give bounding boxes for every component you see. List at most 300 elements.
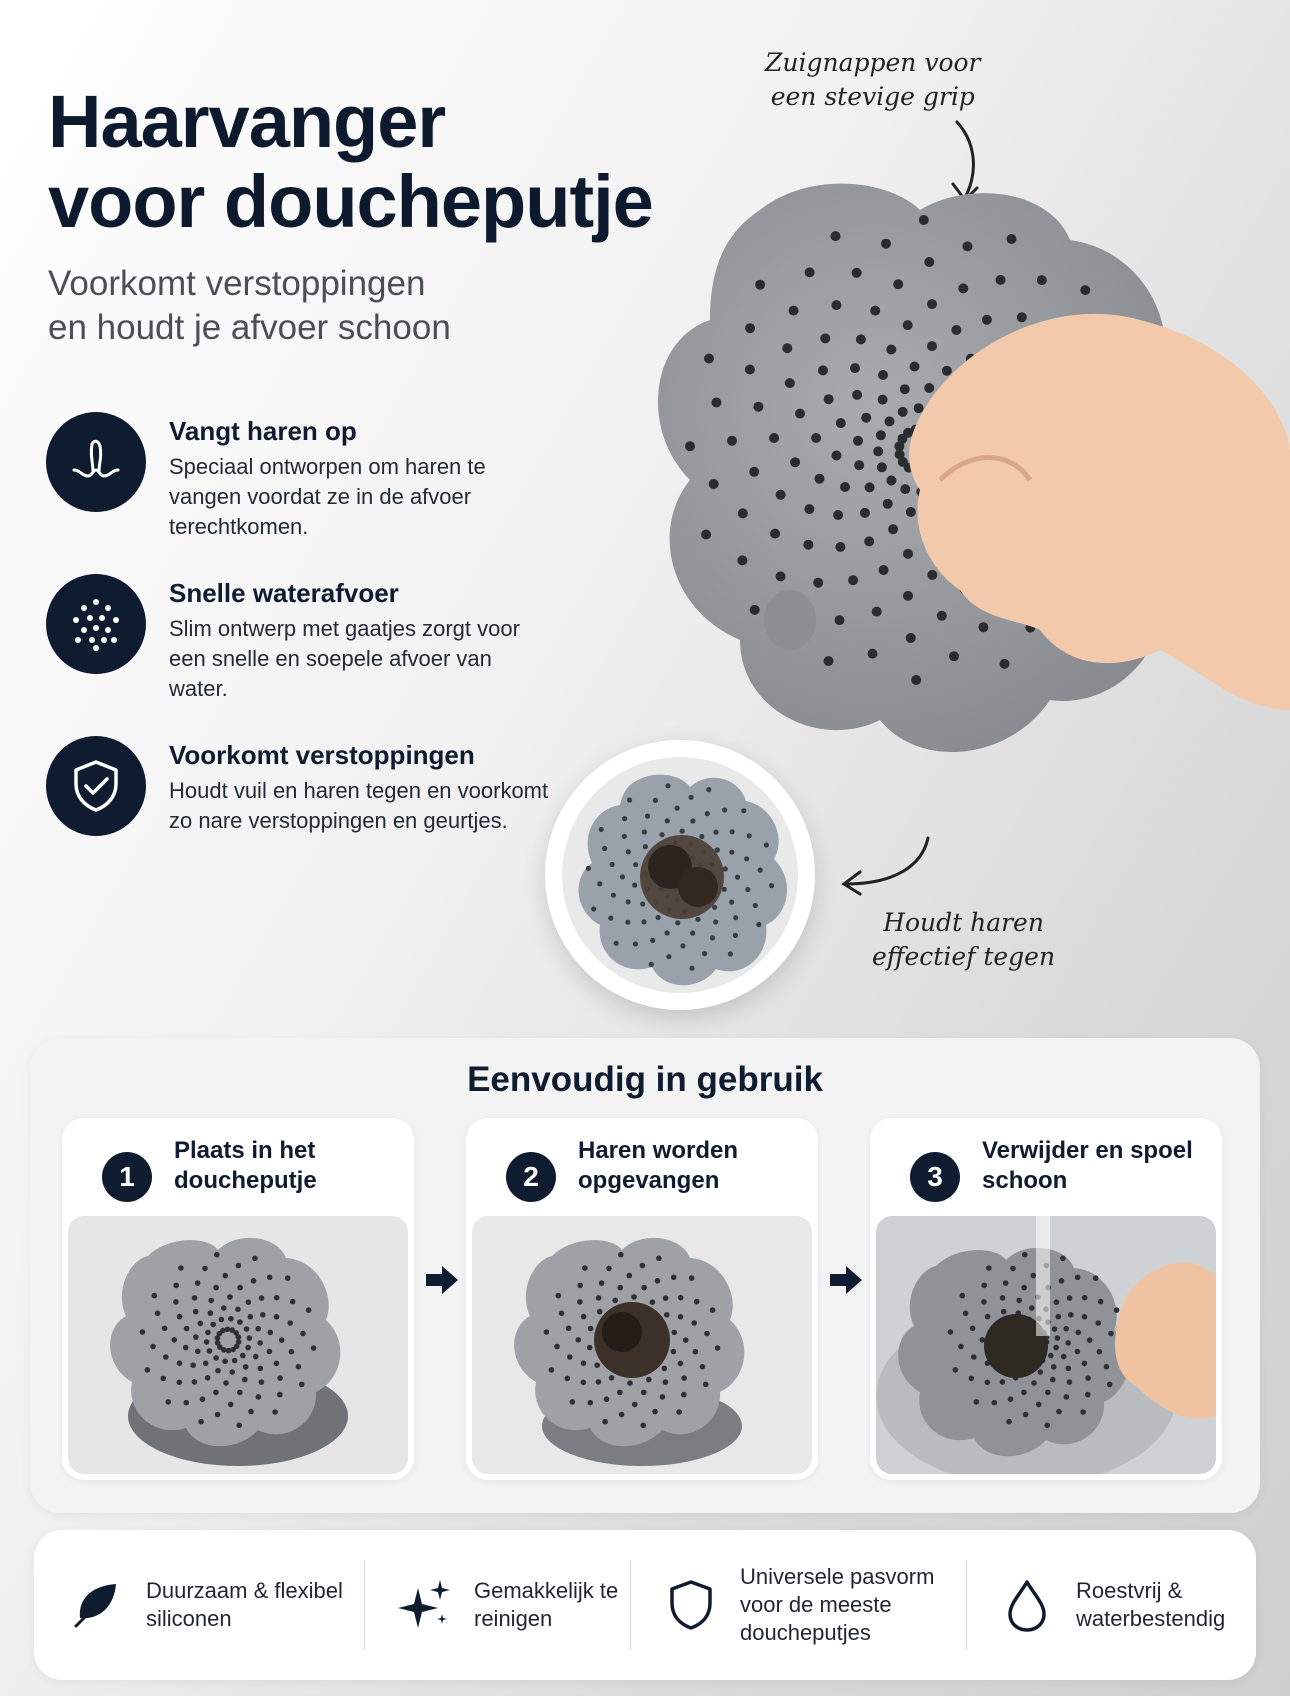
drain-hole <box>690 818 695 823</box>
drain-hole <box>650 1299 656 1305</box>
drain-hole <box>184 1326 190 1332</box>
benefit-text: Universele pasvorm voor de meeste doucheputjes <box>740 1564 935 1645</box>
drain-hole <box>671 1349 677 1355</box>
drain-hole <box>680 943 685 948</box>
holds-hair-note: Houdt haren effectief tegen <box>872 908 1056 971</box>
drain-hole <box>582 1265 588 1271</box>
drain-hole <box>646 1377 652 1383</box>
drain-hole <box>618 1252 624 1258</box>
drain-hole <box>666 954 671 959</box>
drain-hole <box>660 1394 666 1400</box>
drain-hole <box>978 622 988 632</box>
drain-holes-icon <box>46 574 146 674</box>
benefit-rustproof <box>1000 1530 1256 1680</box>
drain-hole <box>906 507 916 517</box>
drain-hole <box>924 383 934 393</box>
feature-text: Houdt vuil en haren tegen en voorkomt zo nare verstoppingen en geurtjes. <box>169 778 549 833</box>
drain-hole <box>236 1334 242 1340</box>
benefit-universal-fit <box>664 1530 960 1680</box>
drain-hole <box>1059 1278 1065 1284</box>
drain-hole <box>178 1265 184 1271</box>
drain-hole <box>701 530 711 540</box>
drain-hole <box>290 1299 296 1305</box>
drain-hole <box>854 460 864 470</box>
drain-hole <box>876 430 886 440</box>
drain-hole <box>856 334 866 344</box>
drain-hole <box>610 862 615 867</box>
drain-hole <box>840 482 850 492</box>
drain-hole <box>267 1349 273 1355</box>
drain-hole <box>619 1412 625 1418</box>
drain-hole <box>911 675 921 685</box>
drain-hole <box>602 1419 608 1425</box>
drain-hole <box>715 1345 721 1351</box>
drain-hole <box>259 1379 265 1385</box>
drain-hole <box>253 1354 259 1360</box>
drain-hole <box>225 1327 231 1333</box>
drain-hole <box>237 1390 243 1396</box>
benefit-durable <box>70 1530 356 1680</box>
drain-hole <box>953 1367 959 1373</box>
drain-hole <box>237 1285 243 1291</box>
drain-hole <box>223 1380 229 1386</box>
drain-hole <box>300 1331 306 1337</box>
drain-hole <box>210 1322 216 1328</box>
hair-follicle-icon <box>46 412 146 512</box>
drain-hole <box>758 868 763 873</box>
drain-hole <box>678 1295 684 1301</box>
drain-hole <box>242 1377 248 1383</box>
drain-hole <box>245 1345 251 1351</box>
drain-hole <box>672 1330 678 1336</box>
drain-hole <box>958 283 968 293</box>
drain-hole <box>704 1331 710 1337</box>
drain-hole <box>879 565 889 575</box>
drain-hole <box>683 1337 689 1343</box>
drain-hole <box>864 536 874 546</box>
drain-hole <box>172 1337 178 1343</box>
drain-hole <box>694 1299 700 1305</box>
drain-hole <box>948 1329 954 1335</box>
drain-hole <box>641 1285 647 1291</box>
drain-hole <box>689 1275 695 1281</box>
divider <box>966 1560 967 1650</box>
drain-hole <box>710 935 715 940</box>
drain-hole <box>177 1314 183 1320</box>
drain-hole <box>1075 1275 1081 1281</box>
drain-hole <box>198 1419 204 1425</box>
page-subtitle: Voorkomt verstoppingen en houdt je afvoer schoon <box>48 264 451 347</box>
drain-hole <box>226 1348 232 1354</box>
drain-hole <box>626 849 631 854</box>
drain-hole <box>695 917 700 922</box>
drain-hole <box>1082 1361 1088 1367</box>
drain-hole <box>924 257 934 267</box>
drain-hole <box>1095 1320 1101 1326</box>
drain-hole <box>632 1402 638 1408</box>
drain-hole <box>155 1311 161 1317</box>
drain-hole <box>1080 285 1090 295</box>
drain-hole <box>852 390 862 400</box>
drain-hole <box>248 1409 254 1415</box>
drain-hole <box>733 933 738 938</box>
drain-hole <box>824 394 834 404</box>
benefit-easy-clean <box>398 1530 634 1680</box>
drain-hole <box>885 416 895 426</box>
drain-hole <box>268 1330 274 1336</box>
drain-hole <box>942 366 952 376</box>
drain-hole <box>192 1295 198 1301</box>
drain-hole <box>256 1394 262 1400</box>
benefit-text: Duurzaam & flexibel siliconen <box>146 1578 343 1631</box>
drain-hole <box>643 844 648 849</box>
drain-hole <box>898 407 908 417</box>
drain-hole <box>1029 1305 1035 1311</box>
drain-hole <box>1021 1390 1027 1396</box>
drain-hole <box>1006 1419 1012 1425</box>
drain-hole <box>853 436 863 446</box>
drain-hole <box>1000 659 1010 669</box>
drain-hole <box>776 490 786 500</box>
drain-hole <box>1008 1396 1014 1402</box>
drain-hole <box>756 922 761 927</box>
drain-hole <box>236 1263 242 1269</box>
water-drop-icon <box>1000 1578 1054 1632</box>
drain-hole <box>237 1319 243 1325</box>
drain-hole <box>205 1375 211 1381</box>
drain-hole <box>678 1314 684 1320</box>
drain-hole <box>258 1366 264 1372</box>
drain-hole <box>251 1278 257 1284</box>
drain-hole <box>626 899 631 904</box>
step-3-image <box>876 1216 1216 1474</box>
shield-check-icon <box>46 736 146 836</box>
page-title: Haarvanger voor doucheputje <box>48 80 653 243</box>
drain-hole <box>970 1326 976 1332</box>
drain-hole <box>1056 1409 1062 1415</box>
drain-hole <box>227 1294 233 1300</box>
feature-title: Vangt haren op <box>169 416 357 446</box>
drain-hole <box>633 862 638 867</box>
drain-hole <box>311 1345 317 1351</box>
drain-hole <box>1038 1369 1044 1375</box>
drain-hole <box>992 1400 998 1406</box>
drain-hole <box>873 446 883 456</box>
drain-hole <box>906 633 916 643</box>
drain-hole <box>996 275 1006 285</box>
drain-hole <box>960 1293 966 1299</box>
drain-hole <box>611 893 616 898</box>
drain-hole <box>604 1396 610 1402</box>
drain-hole <box>764 842 769 847</box>
drain-hole <box>1082 1314 1088 1320</box>
drain-hole <box>259 1295 265 1301</box>
drain-hole <box>152 1293 158 1299</box>
drain-hole <box>162 1326 168 1332</box>
feature-title: Snelle waterafvoer <box>169 578 399 608</box>
drain-hole <box>285 1275 291 1281</box>
drain-hole <box>559 1311 565 1317</box>
drain-hole <box>594 1362 600 1368</box>
drain-hole <box>769 883 774 888</box>
drain-hole <box>678 1361 684 1367</box>
drain-hole <box>1031 1273 1037 1279</box>
drain-hole <box>192 1379 198 1385</box>
drain-hole <box>709 479 719 489</box>
drain-hole <box>606 1266 612 1272</box>
drain-hole <box>704 354 714 364</box>
feature-catches-hair <box>46 412 546 552</box>
drain-hole <box>659 832 664 837</box>
drain-hole <box>893 279 903 289</box>
drain-hole <box>177 1360 183 1366</box>
drain-hole <box>163 1354 169 1360</box>
drain-hole <box>581 1360 587 1366</box>
divider <box>364 1560 365 1650</box>
drain-hole <box>656 915 661 920</box>
drain-hole <box>1075 1349 1081 1355</box>
drain-hole <box>1085 1392 1091 1398</box>
drain-hole <box>1063 1326 1069 1332</box>
drain-hole <box>888 524 898 534</box>
drain-hole <box>213 1390 219 1396</box>
drain-hole <box>753 402 763 412</box>
drain-hole <box>886 345 896 355</box>
step-label: Haren worden opgevangen <box>578 1137 739 1194</box>
drain-hole <box>700 1364 706 1370</box>
drain-hole <box>577 1283 583 1289</box>
drain-hole <box>627 1380 633 1386</box>
drain-hole <box>544 1329 550 1335</box>
drain-hole <box>1067 1379 1073 1385</box>
drain-hole <box>981 1299 987 1305</box>
drain-hole <box>274 1314 280 1320</box>
drain-hole <box>750 605 760 615</box>
step-arrow-1 <box>422 1260 462 1300</box>
divider <box>630 1560 631 1650</box>
drain-hole <box>277 1392 283 1398</box>
drain-hole <box>986 1265 992 1271</box>
feature-title: Voorkomt verstoppingen <box>169 740 475 770</box>
drain-hole <box>622 834 627 839</box>
drain-hole <box>235 1307 241 1313</box>
drain-hole <box>958 1344 964 1350</box>
drain-hole <box>246 1299 252 1305</box>
drain-hole <box>914 403 924 413</box>
drain-hole <box>240 1353 246 1359</box>
drain-hole <box>776 571 786 581</box>
step-number: 3 <box>910 1152 960 1202</box>
drain-hole <box>985 1380 991 1386</box>
drain-hole <box>228 1402 234 1408</box>
drain-hole <box>599 1280 605 1286</box>
drain-hole <box>831 300 841 310</box>
drain-hole <box>202 1266 208 1272</box>
drain-hole <box>1093 1275 1099 1281</box>
drain-hole <box>663 1295 669 1301</box>
drain-hole <box>576 1337 582 1343</box>
drain-hole <box>706 787 711 792</box>
drain-hole <box>685 441 695 451</box>
drain-hole <box>835 542 845 552</box>
drain-hole <box>850 363 860 373</box>
drain-hole <box>655 1278 661 1284</box>
drain-hole <box>166 1399 172 1405</box>
drain-hole <box>969 1376 975 1382</box>
drain-hole <box>738 508 748 518</box>
drain-hole <box>588 1400 594 1406</box>
drain-hole <box>1054 1299 1060 1305</box>
feature-prevents-clogs <box>46 736 549 876</box>
drain-hole <box>260 1312 266 1318</box>
drain-hole <box>824 656 834 666</box>
note-arrow-left <box>838 832 938 902</box>
drain-hole <box>689 795 694 800</box>
drain-hole <box>1016 1298 1022 1304</box>
drain-hole <box>877 462 887 472</box>
drain-hole <box>257 1340 263 1346</box>
drain-hole <box>641 1390 647 1396</box>
drain-hole <box>641 919 646 924</box>
drain-hole <box>219 1317 225 1323</box>
drain-hole <box>599 827 604 832</box>
drain-hole <box>627 797 632 802</box>
drain-hole <box>570 1399 576 1405</box>
drain-hole <box>795 409 805 419</box>
drain-hole <box>195 1349 201 1355</box>
drain-hole <box>1087 1337 1093 1343</box>
drain-hole <box>596 1295 602 1301</box>
drain-hole <box>215 1412 221 1418</box>
drain-hole <box>963 241 973 251</box>
drain-hole <box>662 1366 668 1372</box>
drain-hole <box>860 508 870 518</box>
drain-hole <box>1017 312 1027 322</box>
drain-hole <box>927 299 937 309</box>
drain-hole <box>1050 1377 1056 1383</box>
drain-hole <box>1104 1364 1110 1370</box>
drain-hole <box>617 1390 623 1396</box>
drain-hole <box>805 267 815 277</box>
drain-hole <box>737 555 747 565</box>
drain-hole <box>886 476 896 486</box>
drain-hole <box>693 1349 699 1355</box>
drain-hole <box>675 806 680 811</box>
drain-hole <box>690 931 695 936</box>
usage-steps-panel <box>30 1038 1260 1513</box>
drain-hole <box>299 1382 305 1388</box>
drain-hole <box>645 814 650 819</box>
drain-hole <box>803 540 813 550</box>
step-3-card <box>870 1118 1222 1480</box>
drain-hole <box>982 315 992 325</box>
drain-hole <box>1065 1340 1071 1346</box>
drain-hole <box>689 966 694 971</box>
drain-hole <box>710 1307 716 1313</box>
step-number: 1 <box>102 1152 152 1202</box>
drain-hole <box>588 1326 594 1332</box>
drain-hole <box>1037 275 1047 285</box>
drain-hole <box>591 906 596 911</box>
drain-hole <box>1052 1326 1058 1332</box>
drain-hole <box>949 651 959 661</box>
drain-hole <box>277 1375 283 1381</box>
drain-hole <box>1021 1285 1027 1291</box>
drain-hole <box>215 1340 221 1346</box>
drain-hole <box>881 239 891 249</box>
drain-hole <box>650 938 655 943</box>
drain-hole <box>597 881 602 886</box>
drain-hole <box>1085 1375 1091 1381</box>
drain-hole <box>223 1273 229 1279</box>
drain-hole <box>1067 1295 1073 1301</box>
drain-hole <box>586 866 591 871</box>
drain-hole <box>279 1337 285 1343</box>
drain-hole <box>173 1299 179 1305</box>
drain-hole <box>208 1310 214 1316</box>
drain-hole <box>1056 1314 1062 1320</box>
drain-hole <box>184 1400 190 1406</box>
drain-hole <box>1064 1394 1070 1400</box>
drain-hole <box>753 903 758 908</box>
feature-text: Slim ontwerp met gaatjes zorgt voor een snelle en soepele afvoer van water. <box>169 616 520 701</box>
drain-hole <box>1045 1390 1051 1396</box>
drain-hole <box>1023 1412 1029 1418</box>
step-label: Plaats in het doucheputje <box>174 1137 317 1194</box>
drain-hole <box>587 1345 593 1351</box>
drain-hole <box>676 1409 682 1415</box>
drain-hole <box>173 1283 179 1289</box>
drain-hole <box>663 1379 669 1385</box>
drain-hole <box>1048 1353 1054 1359</box>
drain-hole <box>640 901 645 906</box>
drain-hole <box>232 1358 238 1364</box>
drain-hole <box>1001 1309 1007 1315</box>
drain-hole <box>861 413 871 423</box>
hair-caught-thumbnail <box>545 740 815 1010</box>
drain-hole <box>813 578 823 588</box>
drain-hole <box>193 1309 199 1315</box>
drain-hole <box>1114 1307 1120 1313</box>
drain-hole <box>622 816 627 821</box>
drain-hole <box>729 850 734 855</box>
step-number: 2 <box>506 1152 556 1202</box>
drain-hole <box>289 1349 295 1355</box>
drain-hole <box>267 1275 273 1281</box>
drain-hole <box>1044 1423 1050 1429</box>
drain-hole <box>820 333 830 343</box>
drain-hole <box>900 384 910 394</box>
drain-hole <box>207 1348 213 1354</box>
drain-hole <box>981 1283 987 1289</box>
drain-hole <box>836 418 846 428</box>
drain-hole <box>727 436 737 446</box>
drain-hole <box>554 1344 560 1350</box>
drain-hole <box>665 930 670 935</box>
drain-hole <box>671 1275 677 1281</box>
drain-hole <box>244 1326 250 1332</box>
drain-hole <box>804 504 814 514</box>
drain-hole <box>1076 1330 1082 1336</box>
drain-hole <box>633 941 638 946</box>
drain-hole <box>556 1293 562 1299</box>
drain-hole <box>722 807 727 812</box>
drain-hole <box>195 1280 201 1286</box>
benefit-text: Gemakkelijk te reinigen <box>474 1578 619 1631</box>
drain-hole <box>222 1359 228 1365</box>
drain-hole <box>713 919 718 924</box>
feature-fast-drain <box>46 574 546 714</box>
